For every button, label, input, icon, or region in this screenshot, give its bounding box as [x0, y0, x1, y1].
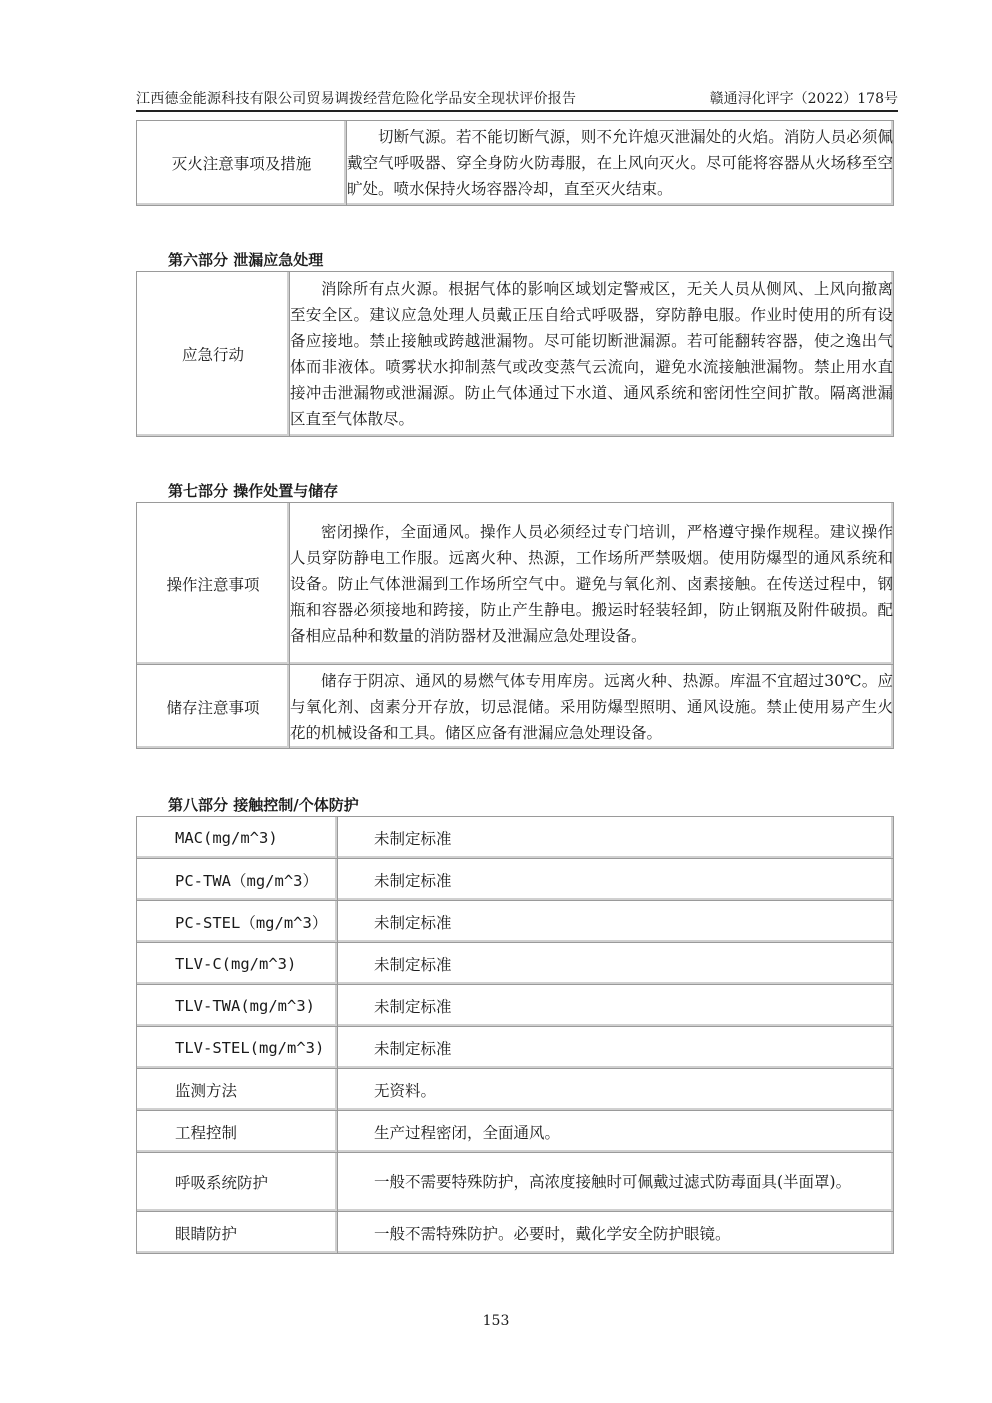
respiratory-protection-value [338, 1153, 894, 1212]
table-row [137, 901, 894, 943]
tlv-stel-key: TLV-STEL(mg/m^3) [137, 1027, 338, 1069]
page-header [136, 84, 898, 112]
handling-precautions-label: 操作注意事项 [137, 503, 290, 665]
exposure-control-table [136, 816, 894, 1254]
mac-value: 未制定标准 [338, 817, 894, 859]
report-title: 江西德金能源科技有限公司贸易调拨经营危险化学品安全现状评价报告 [136, 91, 577, 107]
monitoring-method-value: 无资料。 [338, 1069, 894, 1111]
table-row [137, 817, 894, 859]
handling-precautions-content [290, 503, 894, 665]
pc-stel-value: 未制定标准 [338, 901, 894, 943]
tlv-stel-value: 未制定标准 [338, 1027, 894, 1069]
handling-storage-table [136, 502, 894, 749]
emergency-action-content [290, 272, 894, 437]
pc-twa-value: 未制定标准 [338, 859, 894, 901]
eye-protection-value: 一般不需特殊防护。必要时，戴化学安全防护眼镜。 [338, 1212, 894, 1254]
emergency-action-text: 消除所有点火源。根据气体的影响区域划定警戒区，无关人员从侧风、上风向撤离至安全区。建议应急处理人员戴正压自给式呼吸器，穿防静电服。作业时使用的所有设备应接地。禁止接触或跨越泄漏物。尽可能切断泄漏源。若可能翻转容器，使之逸出气体而非液体。喷雾状水抑制蒸气或改变蒸气云流向，避免水流接触泄漏物。禁止用水直接冲击泄漏物或泄漏源。防止气体通过下水道、通风系统和密闭性空间扩散。隔离泄漏区直至气体散尽。 [290, 280, 893, 428]
table-row [137, 943, 894, 985]
section7-title: 第七部分 操作处置与储存 [168, 482, 339, 500]
handling-precautions-text: 密闭操作，全面通风。操作人员必须经过专门培训，严格遵守操作规程。建议操作人员穿防静电工作服。远离火种、热源，工作场所严禁吸烟。使用防爆型的通风系统和设备。防止气体泄漏到工作场所空气中。避免与氧化剂、卤素接触。在传送过程中，钢瓶和容器必须接地和跨接，防止产生静电。搬运时轻装轻卸，防止钢瓶及附件破损。配备相应品种和数量的消防器材及泄漏应急处理设备。 [290, 522, 893, 645]
fire-measures-content [347, 121, 894, 206]
eye-protection-key: 眼睛防护 [137, 1212, 338, 1254]
pc-stel-key: PC-STEL（mg/m^3） [137, 901, 338, 943]
engineering-control-value: 生产过程密闭，全面通风。 [338, 1111, 894, 1153]
storage-precautions-text: 储存于阴凉、通风的易燃气体专用库房。远离火种、热源。库温不宜超过30℃。应与氧化剂、卤素分开存放，切忌混储。采用防爆型照明、通风设施。禁止使用易产生火花的机械设备和工具。储区应备有泄漏应急处理设备。 [290, 671, 893, 742]
page-number: 153 [482, 1313, 510, 1329]
section6-title: 第六部分 泄漏应急处理 [168, 251, 324, 269]
tlv-c-value: 未制定标准 [338, 943, 894, 985]
tlv-twa-key: TLV-TWA(mg/m^3) [137, 985, 338, 1027]
respiratory-protection-key: 呼吸系统防护 [137, 1153, 338, 1212]
mac-key: MAC(mg/m^3) [137, 817, 338, 859]
table-row [137, 1069, 894, 1111]
storage-precautions-label: 储存注意事项 [137, 665, 290, 749]
fire-measures-label: 灭火注意事项及措施 [137, 121, 347, 206]
tlv-twa-value: 未制定标准 [338, 985, 894, 1027]
table-row [137, 1111, 894, 1153]
fire-measures-text: 切断气源。若不能切断气源，则不允许熄灭泄漏处的火焰。消防人员必须佩戴空气呼吸器、穿全身防火防毒服，在上风向灭火。尽可能将容器从火场移至空旷处。喷水保持火场容器冷却，直至灭火结束。 [347, 128, 893, 198]
table-row [137, 1212, 894, 1254]
table-row [137, 985, 894, 1027]
leak-response-table [136, 271, 894, 437]
tlv-c-key: TLV-C(mg/m^3) [137, 943, 338, 985]
respiratory-protection-text: 一般不需要特殊防护，高浓度接触时可佩戴过滤式防毒面具(半面罩)。 [374, 1172, 852, 1191]
fire-measures-table [136, 120, 894, 206]
table-row [137, 1153, 894, 1212]
pc-twa-key: PC-TWA（mg/m^3） [137, 859, 338, 901]
emergency-action-label: 应急行动 [137, 272, 290, 437]
engineering-control-key: 工程控制 [137, 1111, 338, 1153]
monitoring-method-key: 监测方法 [137, 1069, 338, 1111]
section8-title: 第八部分 接触控制/个体防护 [168, 796, 359, 814]
table-row [137, 1027, 894, 1069]
table-row [137, 859, 894, 901]
report-number: 赣通浔化评字（2022）178号 [709, 91, 898, 107]
storage-precautions-content [290, 665, 894, 749]
